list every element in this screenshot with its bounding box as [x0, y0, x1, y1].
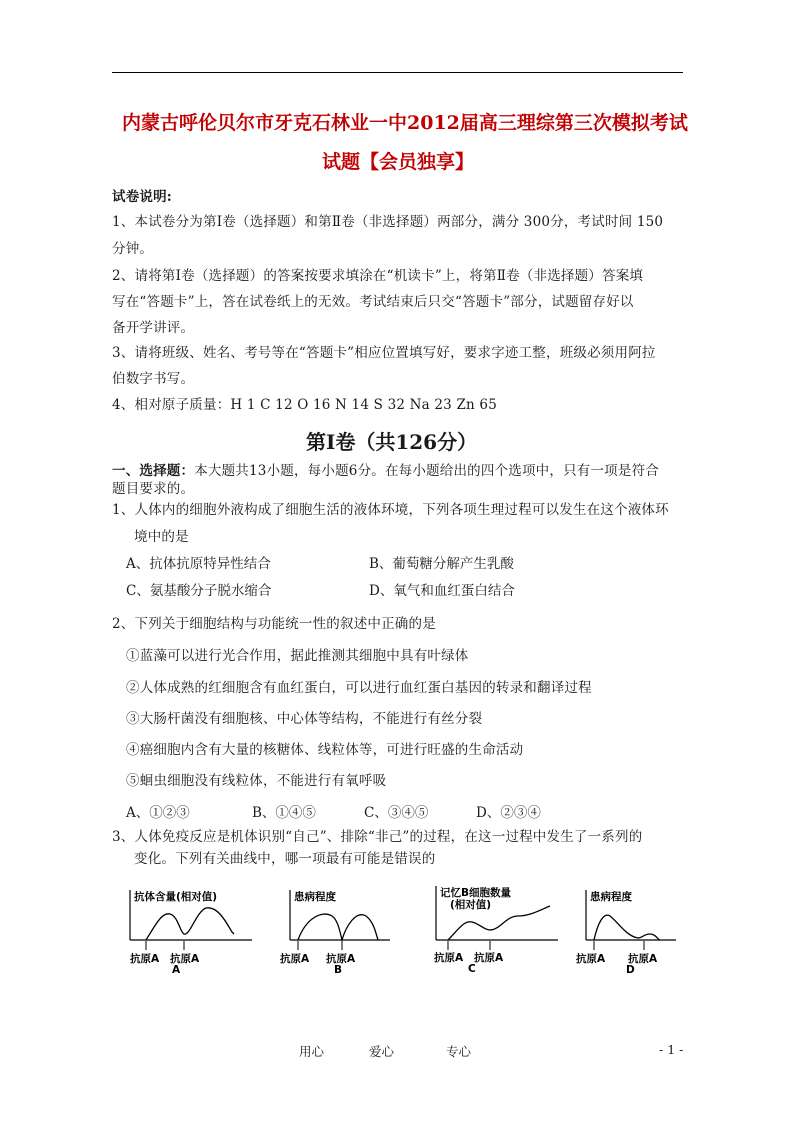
- figure-d: [576, 882, 686, 974]
- instruction-4: 4、相对原子质量：H 1 C 12 O 16 N 14 S 32 Na 23 Zn 65: [112, 397, 498, 413]
- figure-b-ylabel: 患病程度: [294, 891, 336, 903]
- figure-b: [280, 882, 400, 974]
- q1-option-d: D、氧气和血红蛋白结合: [369, 583, 515, 599]
- figure-d-letter: D: [626, 964, 635, 974]
- figure-c: [428, 880, 568, 974]
- figure-b-mark-1: 抗原A: [280, 953, 310, 965]
- title-line-2: 试题【会员独享】: [322, 151, 475, 173]
- instruction-2-line-2: 写在“答题卡”上，答在试卷纸上的无效。考试结束后只交“答题卡”部分，试题留存好以: [112, 294, 634, 310]
- instruction-3-line-1: 3、请将班级、姓名、考号等在“答题卡”相应位置填写好，要求字迹工整，班级必须用阿拉: [112, 345, 656, 361]
- q2-option-b: B、①④⑤: [252, 805, 316, 821]
- q2-stem: 2、下列关于细胞结构与功能统一性的叙述中正确的是: [112, 616, 436, 632]
- figure-a-letter: A: [172, 964, 181, 974]
- figure-b-mark-2: 抗原A: [326, 953, 356, 965]
- q1-option-a: A、抗体抗原特异性结合: [126, 556, 271, 572]
- section-intro-line-2: 题目要求的。: [112, 481, 195, 497]
- instruction-3-line-2: 伯数字书写。: [112, 371, 195, 387]
- figure-a-mark-1: 抗原A: [130, 953, 160, 965]
- q2-option-d: D、②③④: [476, 805, 541, 821]
- section-intro-text: 本大题共13小题，每小题6分。在每小题给出的四个选项中，只有一项是符合: [194, 463, 659, 479]
- footer-word-3: 专心: [446, 1044, 472, 1059]
- q3-stem-line-1: 3、人体免疫反应是机体识别“自己”、排除“非己”的过程，在这一过程中发生了一系列的: [112, 829, 643, 845]
- q2-statement-1: ①蓝藻可以进行光合作用，据此推测其细胞中具有叶绿体: [126, 648, 469, 664]
- q2-option-c: C、③④⑤: [364, 805, 429, 821]
- q2-statement-3: ③大肠杆菌没有细胞核、中心体等结构，不能进行有丝分裂: [126, 711, 483, 727]
- figure-c-letter: C: [468, 963, 476, 974]
- figure-c-mark-2: 抗原A: [474, 952, 504, 964]
- q1-option-b: B、葡萄糖分解产生乳酸: [369, 556, 514, 572]
- q2-statement-2: ②人体成熟的红细胞含有血红蛋白，可以进行血红蛋白基因的转录和翻译过程: [126, 680, 592, 696]
- footer-word-1: 用心: [299, 1044, 325, 1059]
- q1-stem-line-2: 境中的是: [134, 529, 189, 545]
- instruction-2-line-1: 2、请将第Ⅰ卷（选择题）的答案按要求填涂在“机读卡”上，将第Ⅱ卷（非选择题）答案填: [112, 268, 644, 284]
- footer-word-2: 爱心: [369, 1044, 395, 1059]
- figure-c-ylabel-1: 记忆B细胞数量: [440, 887, 512, 899]
- figure-b-letter: B: [334, 964, 343, 974]
- figure-a: [122, 882, 262, 974]
- figure-a-mark-2: 抗原A: [170, 953, 200, 965]
- figure-d-ylabel: 患病程度: [590, 891, 632, 903]
- figure-c-curve: [448, 906, 550, 940]
- section-intro-line-1: [112, 459, 659, 479]
- figure-c-mark-1: 抗原A: [434, 952, 464, 964]
- q2-statement-4: ④癌细胞内含有大量的核糖体、线粒体等，可进行旺盛的生命活动: [126, 742, 524, 758]
- figure-a-ylabel: 抗体含量(相对值): [134, 891, 218, 903]
- page-number: - 1 -: [659, 1042, 684, 1057]
- q2-option-a: A、①②③: [126, 805, 190, 821]
- figure-d-mark-2: 抗原A: [628, 953, 658, 965]
- q1-option-c: C、氨基酸分子脱水缩合: [126, 583, 272, 599]
- header-rule: [112, 72, 683, 73]
- q1-stem-line-1: 1、人体内的细胞外液构成了细胞生活的液体环境，下列各项生理过程可以发生在这个液体环: [112, 502, 669, 518]
- figure-d-curve: [594, 915, 660, 940]
- instruction-2-line-3: 备开学讲评。: [112, 320, 195, 336]
- instructions-heading: 试卷说明:: [112, 189, 172, 205]
- instruction-1-line-1: 1、本试卷分为第Ⅰ卷（选择题）和第Ⅱ卷（非选择题）两部分，满分 300分，考试时间 150: [112, 214, 664, 230]
- instruction-1-line-2: 分钟。: [112, 241, 154, 257]
- section-intro-label: 一、选择题：: [112, 463, 195, 479]
- figure-a-curve: [146, 908, 234, 940]
- q3-stem-line-2: 变化。下列有关曲线中，哪一项最有可能是错误的: [134, 851, 436, 867]
- q2-statement-5: ⑤蛔虫细胞没有线粒体，不能进行有氧呼吸: [126, 773, 387, 789]
- figure-c-ylabel-2: (相对值): [450, 899, 492, 911]
- figure-d-mark-1: 抗原A: [576, 953, 606, 965]
- title-line-1: 内蒙古呼伦贝尔市牙克石林业一中2012届高三理综第三次模拟考试: [122, 112, 688, 134]
- section-title: 第Ⅰ卷（共126分）: [306, 430, 478, 454]
- figure-b-curve: [298, 914, 378, 940]
